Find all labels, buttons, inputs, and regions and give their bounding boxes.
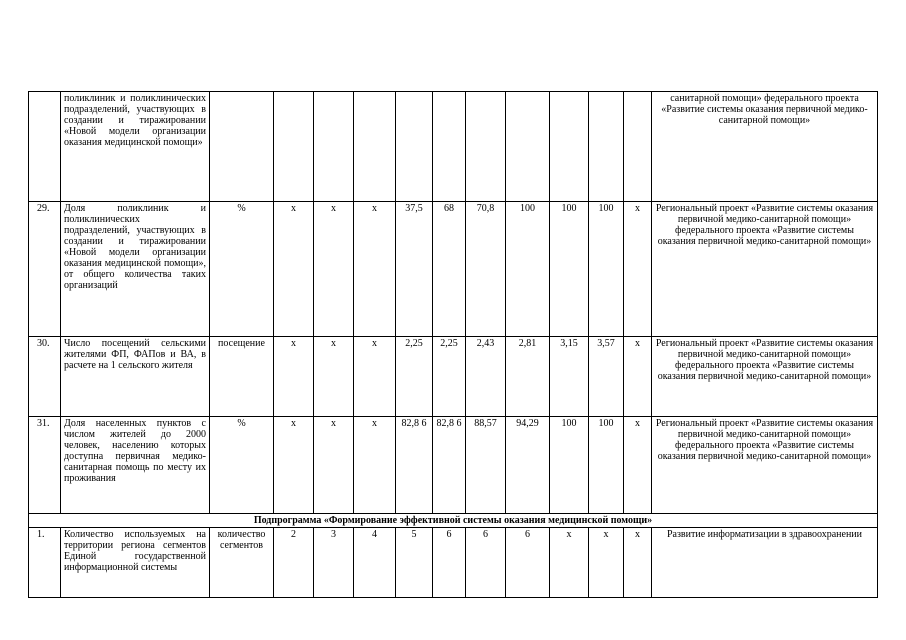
- value-cell: 68: [433, 202, 466, 337]
- table-row: [29, 92, 878, 202]
- value-cell: 37,5: [396, 202, 433, 337]
- unit-cell: [210, 92, 274, 202]
- value-cell: 2,81: [506, 337, 550, 417]
- table-row: [29, 202, 878, 337]
- table-row: [29, 337, 878, 417]
- value-cell: х: [354, 417, 396, 514]
- value-cell: 6: [433, 528, 466, 598]
- value-cell: 4: [354, 528, 396, 598]
- source-cell: Развитие информатизации в здравоохранении: [652, 528, 878, 598]
- value-cell: [314, 92, 354, 202]
- value-cell: 2,25: [396, 337, 433, 417]
- value-cell: х: [624, 528, 652, 598]
- value-cell: 3,15: [550, 337, 589, 417]
- row-number: 1.: [29, 528, 61, 598]
- value-cell: 3,57: [589, 337, 624, 417]
- unit-cell: количество сегментов: [210, 528, 274, 598]
- value-cell: [624, 92, 652, 202]
- value-cell: 100: [550, 417, 589, 514]
- value-cell: х: [589, 528, 624, 598]
- value-cell: [466, 92, 506, 202]
- value-cell: 2: [274, 528, 314, 598]
- value-cell: [589, 92, 624, 202]
- value-cell: 100: [589, 202, 624, 337]
- value-cell: [396, 92, 433, 202]
- value-cell: 94,29: [506, 417, 550, 514]
- value-cell: 6: [466, 528, 506, 598]
- indicator-name: поликлиник и поликлинических подразделений, участвующих в создании и тиражировании «Новой модели организации оказания медицинской помощи»: [61, 92, 210, 202]
- subprogram-title: Подпрограмма «Формирование эффективной системы оказания медицинской помощи»: [29, 514, 878, 528]
- row-number: [29, 92, 61, 202]
- value-cell: х: [354, 202, 396, 337]
- value-cell: 2,43: [466, 337, 506, 417]
- source-cell: санитарной помощи» федерального проекта «Развитие системы оказания первичной медико-санитарной помощи»: [652, 92, 878, 202]
- value-cell: х: [314, 417, 354, 514]
- value-cell: [506, 92, 550, 202]
- value-cell: 88,57: [466, 417, 506, 514]
- value-cell: [550, 92, 589, 202]
- value-cell: х: [354, 337, 396, 417]
- indicator-name: Количество используемых на территории региона сегментов Единой государственной информационной системы: [61, 528, 210, 598]
- value-cell: 82,8 6: [433, 417, 466, 514]
- indicator-name: Доля населенных пунктов с числом жителей до 2000 человек, населению которых доступна первичная медико-санитарная помощь по месту их проживания: [61, 417, 210, 514]
- unit-cell: посещение: [210, 337, 274, 417]
- unit-cell: %: [210, 202, 274, 337]
- row-number: 29.: [29, 202, 61, 337]
- value-cell: х: [624, 417, 652, 514]
- value-cell: 2,25: [433, 337, 466, 417]
- indicator-name: Число посещений сельскими жителями ФП, ФАПов и ВА, в расчете на 1 сельского жителя: [61, 337, 210, 417]
- source-cell: Региональный проект «Развитие системы оказания первичной медико-санитарной помощи» федерального проекта «Развитие системы оказания первичной медико-санитарной помощи»: [652, 337, 878, 417]
- value-cell: х: [550, 528, 589, 598]
- value-cell: 100: [506, 202, 550, 337]
- value-cell: х: [624, 202, 652, 337]
- value-cell: х: [314, 337, 354, 417]
- table-row: [29, 417, 878, 514]
- value-cell: 6: [506, 528, 550, 598]
- value-cell: х: [314, 202, 354, 337]
- indicator-name: Доля поликлиник и поликлинических подразделений, участвующих в создании и тиражировании «Новой модели организации оказания медицинской помощи», от общего количества таких организаций: [61, 202, 210, 337]
- value-cell: х: [274, 202, 314, 337]
- source-cell: Региональный проект «Развитие системы оказания первичной медико-санитарной помощи» федерального проекта «Развитие системы оказания первичной медико-санитарной помощи»: [652, 417, 878, 514]
- value-cell: х: [274, 337, 314, 417]
- value-cell: 3: [314, 528, 354, 598]
- indicators-table: [28, 91, 878, 598]
- value-cell: 100: [589, 417, 624, 514]
- value-cell: [354, 92, 396, 202]
- value-cell: х: [274, 417, 314, 514]
- subprogram-row: [29, 514, 878, 528]
- unit-cell: %: [210, 417, 274, 514]
- value-cell: 100: [550, 202, 589, 337]
- row-number: 31.: [29, 417, 61, 514]
- table-row: [29, 528, 878, 598]
- row-number: 30.: [29, 337, 61, 417]
- value-cell: х: [624, 337, 652, 417]
- value-cell: [274, 92, 314, 202]
- source-cell: Региональный проект «Развитие системы оказания первичной медико-санитарной помощи» федерального проекта «Развитие системы оказания первичной медико-санитарной помощи»: [652, 202, 878, 337]
- value-cell: [433, 92, 466, 202]
- value-cell: 82,8 6: [396, 417, 433, 514]
- value-cell: 5: [396, 528, 433, 598]
- value-cell: 70,8: [466, 202, 506, 337]
